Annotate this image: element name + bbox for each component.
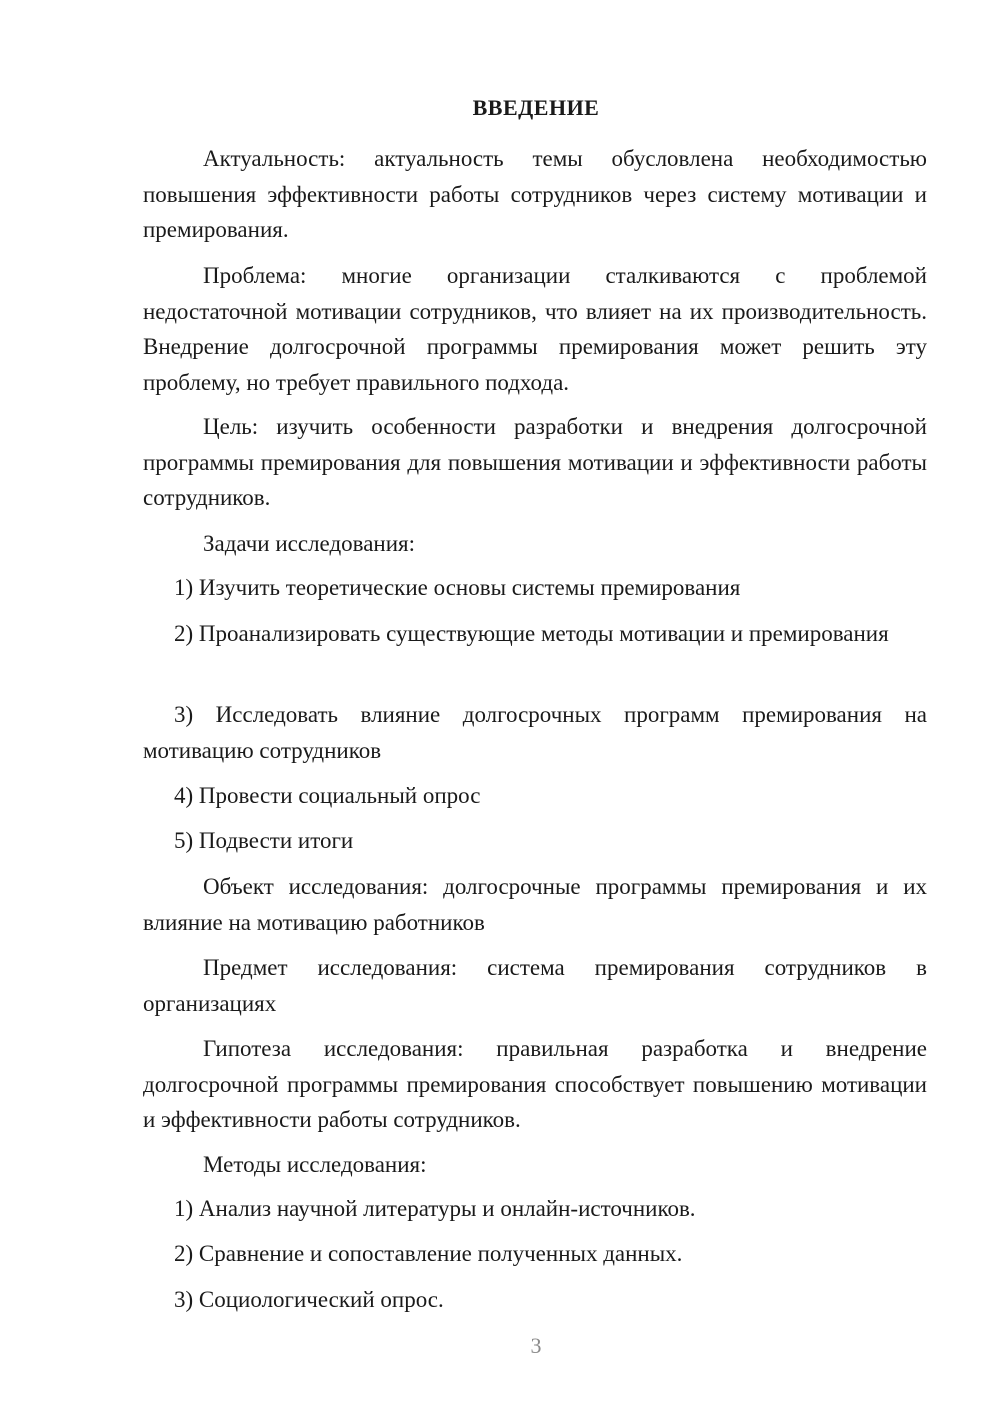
paragraph-object: Объект исследования: долгосрочные программы премирования и их влияние на мотивацию работников [143,874,927,935]
section-heading: ВВЕДЕНИЕ [472,95,600,120]
paragraph-subject: Предмет исследования: система премирования сотрудников в организациях [143,955,927,1016]
list-item-task-4: 4) Провести социальный опрос [174,783,481,808]
list-item-task-2: 2) Проанализировать существующие методы мотивации и премирования [174,621,889,646]
page-number: 3 [530,1333,542,1358]
list-item-task-1: 1) Изучить теоретические основы системы премирования [174,575,741,600]
paragraph-problem: Проблема: многие организации сталкиваются с проблемой недостаточной мотивации сотрудников, что влияет на их производительность. Внедрение долгосрочной программы премирования может решить эту проблему, но требует правильного подхода. [143,263,927,395]
paragraph-goal: Цель: изучить особенности разработки и внедрения долгосрочной программы премирования для повышения мотивации и эффективности работы сотрудников. [143,414,927,510]
paragraph-methods-heading: Методы исследования: [203,1152,427,1177]
list-item-method-1: 1) Анализ научной литературы и онлайн-источников. [174,1196,696,1221]
list-item-method-3: 3) Социологический опрос. [174,1287,444,1312]
paragraph-relevance: Актуальность: актуальность темы обусловлена необходимостью повышения эффективности работы сотрудников через систему мотивации и премирования. [143,146,927,242]
paragraph-tasks-heading: Задачи исследования: [203,531,416,556]
list-item-method-2: 2) Сравнение и сопоставление полученных данных. [174,1241,683,1266]
paragraph-hypothesis: Гипотеза исследования: правильная разработка и внедрение долгосрочной программы премирования способствует повышению мотивации и эффективности работы сотрудников. [143,1036,927,1132]
list-item-task-5: 5) Подвести итоги [174,828,354,853]
list-item-task-3: 3) Исследовать влияние долгосрочных программ премирования на мотивацию сотрудников [143,702,927,763]
